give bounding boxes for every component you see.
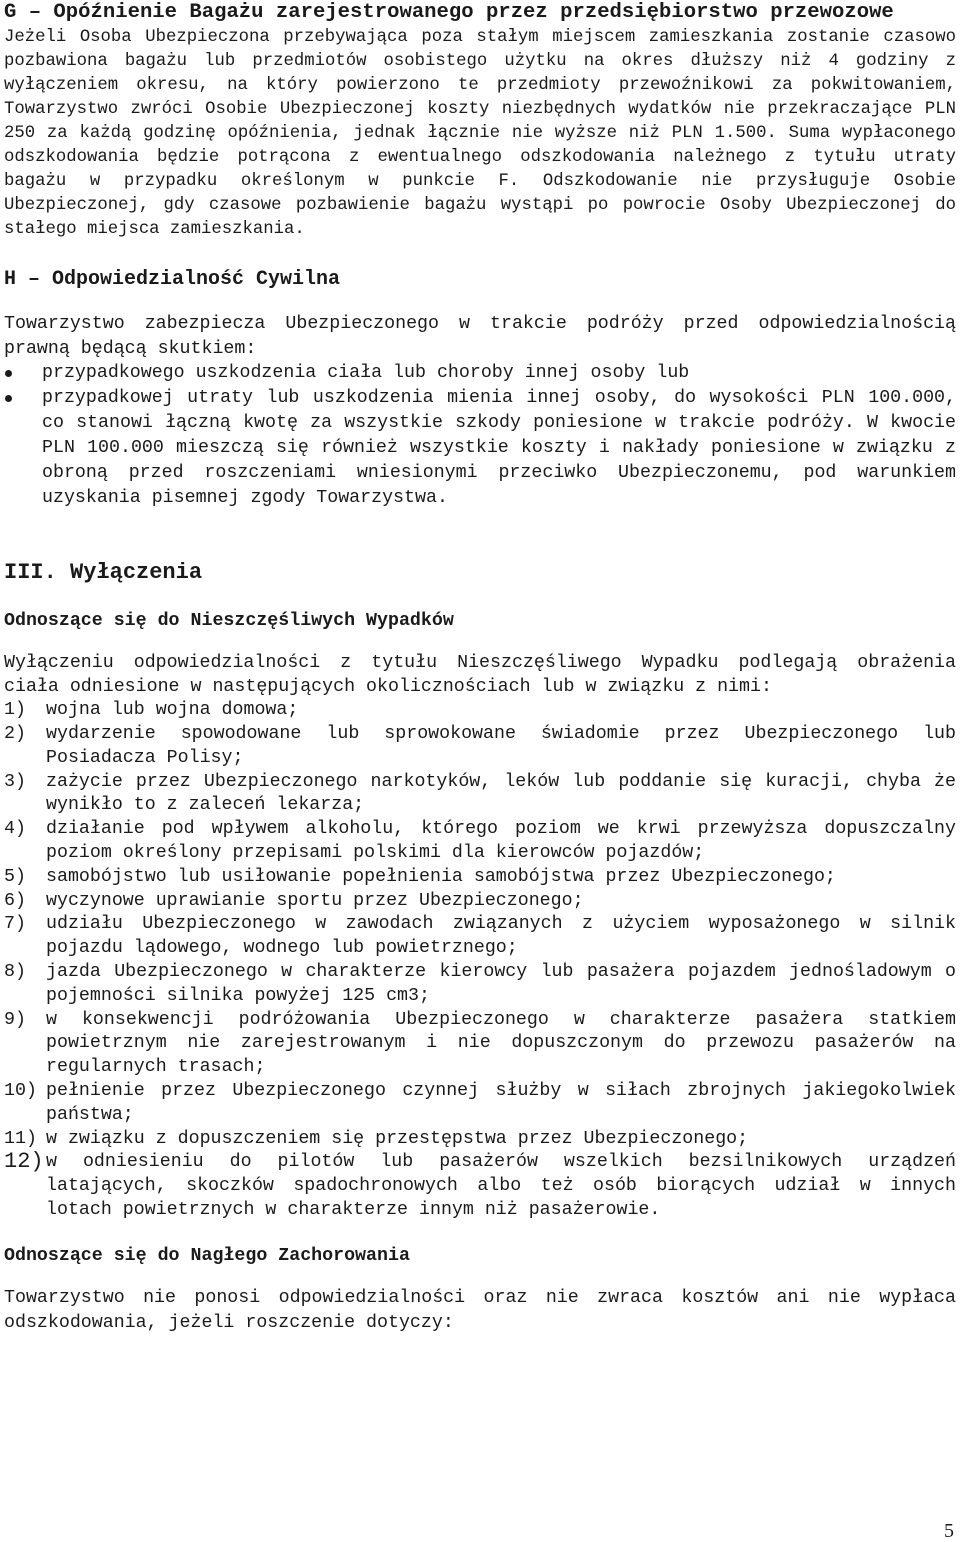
item-number: 12) bbox=[4, 1149, 44, 1175]
item-text: w związku z dopuszczeniem się przestępstwa przez Ubezpieczonego; bbox=[46, 1128, 749, 1149]
item-text: samobójstwo lub usiłowanie popełnienia samobójstwa przez Ubezpieczonego; bbox=[46, 866, 836, 887]
section-g-body: Jeżeli Osoba Ubezpieczona przebywająca poza stałym miejscem zamieszkania zostanie czasowo pozbawiona bagażu lub przedmiotów osobistego użytku na okres dłuższy niż 4 godziny z wyłączeniem okresu, na który powierzono te przedmioty przewoźnikowi za pokwitowaniem, Towarzystwo zwróci Osobie Ubezpieczonej koszty niezbędnych wydatków nie przekraczające PLN 250 za każdą godzinę opóźnienia, jednak łącznie nie wyższe niż PLN 1.500. Suma wypłaconego odszkodowania będzie potrącona z ewentualnego odszkodowania należnego z tytułu utraty bagażu w przypadku określonym w punkcie F. Odszkodowanie nie przysługuje Osobie Ubezpieczonej, gdy czasowe pozbawienie bagażu wystąpi po powrocie Osoby Ubezpieczonej do stałego miejsca zamieszkania. bbox=[4, 28, 956, 239]
accidents-exclusion-list bbox=[4, 699, 956, 1223]
section-h-bullet-list bbox=[4, 361, 956, 511]
list-item bbox=[4, 913, 956, 961]
item-number: 1) bbox=[4, 700, 26, 721]
page-number: 5 bbox=[944, 1520, 954, 1542]
item-number: 5) bbox=[4, 866, 26, 887]
illness-heading: Odnoszące się do Nagłego Zachorowania bbox=[4, 1245, 410, 1266]
item-text: jazda Ubezpieczonego w charakterze kierowcy lub pasażera pojazdem jednośladowym o pojemności silnika powyżej 125 cm3; bbox=[46, 962, 956, 1006]
list-item bbox=[4, 818, 956, 866]
item-number: 4) bbox=[4, 819, 26, 840]
section-h-intro: Towarzystwo zabezpiecza Ubezpieczonego w trakcie podróży przed odpowiedzialnością prawną będącą skutkiem: bbox=[4, 314, 956, 359]
item-text: wojna lub wojna domowa; bbox=[46, 700, 299, 721]
item-number: 10) bbox=[4, 1081, 37, 1102]
item-number: 6) bbox=[4, 890, 26, 911]
list-item bbox=[4, 723, 956, 771]
item-number: 3) bbox=[4, 771, 26, 792]
item-text: wyczynowe uprawianie sportu przez Ubezpieczonego; bbox=[46, 890, 584, 911]
item-text: działanie pod wpływem alkoholu, którego poziom we krwi przewyższa dopuszczalny poziom określony przepisami polskimi dla kierowców pojazdów; bbox=[46, 819, 956, 864]
list-item bbox=[4, 1009, 956, 1080]
item-number: 7) bbox=[4, 914, 26, 935]
item-number: 9) bbox=[4, 1009, 26, 1030]
section-iii-title: III. Wyłączenia bbox=[4, 560, 203, 585]
item-number: 8) bbox=[4, 962, 26, 983]
list-item bbox=[4, 771, 956, 819]
list-item bbox=[4, 699, 956, 723]
item-text: w konsekwencji podróżowania Ubezpieczonego w charakterze pasażera statkiem powietrznym nie zarejestrowanym i nie dopuszczonym do przewozu pasażerów na regularnych trasach; bbox=[46, 1009, 956, 1078]
item-text: w odniesieniu do pilotów lub pasażerów wszelkich bezsilnikowych urządzeń latających, skoczków spadochronowych albo też osób biorących udział w innych lotach powietrznych w charakterze innym niż pasażerowie. bbox=[46, 1152, 956, 1221]
bullet-item: przypadkowej utraty lub uszkodzenia mienia innej osoby, do wysokości PLN 100.000, co stanowi łączną kwotę za wszystkie szkody poniesione w trakcie podróży. W kwocie PLN 100.000 mieszczą się również wszystkie koszty i nakłady poniesione w związku z obroną przed roszczeniami wniesionymi przeciwko Ubezpieczonemu, pod warunkiem uzyskania pisemnej zgody Towarzystwa. bbox=[4, 386, 956, 511]
illness-intro: Towarzystwo nie ponosi odpowiedzialności oraz nie zwraca kosztów ani nie wypłaca odszkodowania, jeżeli roszczenie dotyczy: bbox=[4, 1288, 956, 1334]
item-text: udziału Ubezpieczonego w zawodach związanych z użyciem wyposażonego w silnik pojazdu lądowego, wodnego lub powietrznego; bbox=[46, 914, 956, 959]
list-item bbox=[4, 890, 956, 914]
item-text: wydarzenie spowodowane lub sprowokowane świadomie przez Ubezpieczonego lub Posiadacza Polisy; bbox=[46, 724, 956, 768]
list-item bbox=[4, 1151, 956, 1222]
item-text: zażycie przez Ubezpieczonego narkotyków, leków lub poddanie się kuracji, chyba że wynikło to z zaleceń lekarza; bbox=[46, 771, 956, 816]
list-item bbox=[4, 1128, 956, 1152]
item-number: 2) bbox=[4, 724, 26, 745]
section-g-title: G – Opóźnienie Bagażu zarejestrowanego przez przedsiębiorstwo przewozowe bbox=[4, 1, 894, 24]
section-h-title: H – Odpowiedzialność Cywilna bbox=[4, 268, 341, 291]
list-item bbox=[4, 866, 956, 890]
accidents-intro: Wyłączeniu odpowiedzialności z tytułu Nieszczęśliwego Wypadku podlegają obrażenia ciała odniesione w następujących okolicznościach lub w związku z nimi: bbox=[4, 653, 956, 698]
accidents-heading: Odnoszące się do Nieszczęśliwych Wypadków bbox=[4, 611, 454, 631]
bullet-item: przypadkowego uszkodzenia ciała lub choroby innej osoby lub bbox=[4, 361, 956, 386]
document-page bbox=[4, 0, 956, 1336]
list-item bbox=[4, 1080, 956, 1128]
item-text: pełnienie przez Ubezpieczonego czynnej służby w siłach zbrojnych jakiegokolwiek państwa; bbox=[46, 1081, 956, 1125]
list-item bbox=[4, 961, 956, 1009]
item-number: 11) bbox=[4, 1128, 37, 1149]
